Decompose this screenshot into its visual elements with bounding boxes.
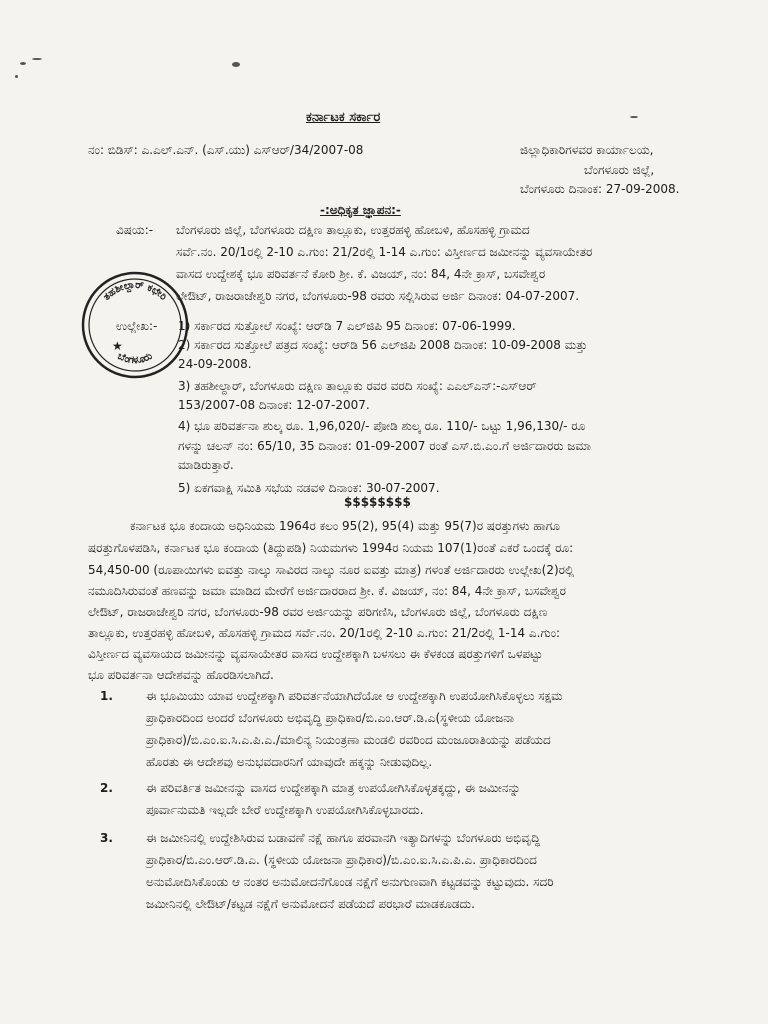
office-seal-stamp — [80, 270, 190, 380]
body-line: ನಮೂದಿಸಿರುವಂತೆ ಹಣವನ್ನು ಜಮಾ ಮಾಡಿದ ಮೇರೆಗೆ ಅರ್ಜಿದಾರರಾದ ಶ್ರೀ. ಕೆ. ವಿಜಯ್, ನಂ: 84, 4ನೇ ಕ್ರಾಸ್, ಬಸವೇಶ್ವರ — [88, 584, 567, 598]
condition-line: ಜಮೀನಿನಲ್ಲಿ ಲೇಔಟ್/ಕಟ್ಟಡ ನಕ್ಷೆಗೆ ಅನುಮೋದನೆ ಪಡೆಯದೆ ಪರಭಾರೆ ಮಾಡಕೂಡದು. — [146, 897, 475, 911]
office-district: ಬೆಂಗಳೂರು ಜಿಲ್ಲೆ, — [584, 163, 655, 177]
body-line: ವಿಸ್ತೀರ್ಣದ ವ್ಯವಸಾಯದ ಜಮೀನನ್ನು ವ್ಯವಸಾಯೇತರ ವಾಸದ ಉದ್ದೇಶಕ್ಕಾಗಿ ಬಳಸಲು ಈ ಕೆಳಕಂಡ ಷರತ್ತುಗಳಿಗೆ ಒಳಪಟ್ಟು — [88, 647, 543, 661]
reference-number: ನಂ: ಬಿಡಿಸ್: ಎ.ಎಲ್.ಎನ್. (ಎಸ್.ಯು) ಎಸ್ಆರ್/34/2007-08 — [88, 143, 364, 157]
condition-number: 1. — [100, 689, 113, 703]
seal-text-bottom: ಬೆಂಗಳೂರು — [115, 350, 155, 367]
body-line: ಲೇಔಟ್, ರಾಜರಾಜೇಶ್ವರಿ ನಗರ, ಬೆಂಗಳೂರು-98 ರವರ ಅರ್ಜಿಯನ್ನು ಪರಿಗಣಿಸಿ, ಬೆಂಗಳೂರು ಜಿಲ್ಲೆ, ಬೆಂಗಳೂರು ದಕ್ಷಿಣ — [88, 605, 548, 619]
reference-item: 24-09-2008. — [178, 357, 252, 371]
reference-item: 2) ಸರ್ಕಾರದ ಸುತ್ತೋಲೆ ಪತ್ರದ ಸಂಖ್ಯೆ: ಆರ್‌ಡಿ 56 ಎಲ್‌ಜಿಪಿ 2008 ದಿನಾಂಕ: 10-09-2008 ಮತ್ತು — [178, 338, 588, 352]
condition-line: ಪ್ರಾಧಿಕಾರ/ಬಿ.ಎಂ.ಆರ್.ಡಿ.ಎ. (ಸ್ಥಳೀಯ ಯೋಜನಾ ಪ್ರಾಧಿಕಾರ)/ಬಿ.ಎಂ.ಐ.ಸಿ.ಎ.ಪಿ.ಎ. ಪ್ರಾಧಿಕಾರದಿಂದ — [146, 853, 537, 867]
subject-line: ಲೇಔಟ್, ರಾಜರಾಜೇಶ್ವರಿ ನಗರ, ಬೆಂಗಳೂರು-98 ರವರು ಸಲ್ಲಿಸಿರುವ ಅರ್ಜಿ ದಿನಾಂಕ: 04-07-2007. — [176, 289, 580, 303]
body-line: ತಾಲ್ಲೂಕು, ಉತ್ತರಹಳ್ಳಿ ಹೋಬಳಿ, ಹೊಸಹಳ್ಳಿ ಗ್ರಾಮದ ಸರ್ವೆ.ನಂ. 20/1ರಲ್ಲಿ 2-10 ಎ.ಗುಂ: 21/2ರಲ್ಲಿ 1-14 ಎ.ಗುಂ: — [88, 626, 561, 640]
scan-speck — [32, 58, 42, 60]
reference-item: 153/2007-08 ದಿನಾಂಕ: 12-07-2007. — [178, 398, 370, 412]
condition-line: ಪ್ರಾಧಿಕಾರ)/ಬಿ.ಎಂ.ಐ.ಸಿ.ಎ.ಪಿ.ಎ./ಮಾಲಿನ್ಯ ನಿಯಂತ್ರಣಾ ಮಂಡಲಿ ರವರಿಂದ ಮಂಜೂರಾತಿಯನ್ನು ಪಡೆಯದ — [146, 733, 551, 747]
svg-text:ಬೆಂಗಳೂರು — [116, 351, 154, 367]
subject-line: ವಾಸದ ಉದ್ದೇಶಕ್ಕೆ ಭೂ ಪರಿವರ್ತನೆ ಕೋರಿ ಶ್ರೀ. ಕೆ. ವಿಜಯ್, ನಂ: 84, 4ನೇ ಕ್ರಾಸ್, ಬಸವೇಶ್ವರ — [176, 267, 546, 281]
government-title: ಕರ್ನಾಟಕ ಸರ್ಕಾರ — [306, 110, 381, 125]
condition-line: ಅನುಮೋದಿಸಿಕೊಂಡು ಆ ನಂತರ ಅನುಮೋದನೆಗೊಂಡ ನಕ್ಷೆಗೆ ಅನುಗುಣವಾಗಿ ಕಟ್ಟಡವನ್ನು ಕಟ್ಟುವುದು. ಸದರಿ — [146, 875, 554, 889]
office-date: ಬೆಂಗಳೂರು ದಿನಾಂಕ: 27-09-2008. — [520, 182, 680, 196]
condition-line: ಈ ಭೂಮಿಯು ಯಾವ ಉದ್ದೇಶಕ್ಕಾಗಿ ಪರಿವರ್ತನೆಯಾಗಿದೆಯೋ ಆ ಉದ್ದೇಶಕ್ಕಾಗಿ ಉಪಯೋಗಿಸಿಕೊಳ್ಳಲು ಸಕ್ಷಮ — [146, 689, 563, 703]
reference-item: ಗಳನ್ನು ಚಲನ್ ನಂ: 65/10, 35 ದಿನಾಂಕ: 01-09-2007 ರಂತೆ ಎಸ್.ಬಿ.ಎಂ.ಗೆ ಅರ್ಜಿದಾರರು ಜಮಾ — [178, 439, 592, 453]
reference-item: 3) ತಹಶೀಲ್ದಾರ್, ಬೆಂಗಳೂರು ದಕ್ಷಿಣ ತಾಲ್ಲೂಕು ರವರ ವರದಿ ಸಂಖ್ಯೆ: ಎಎಲ್‌ಎನ್:-ಎಸ್‌ಆರ್ — [178, 379, 537, 393]
scan-speck — [630, 116, 638, 118]
section-divider: $$$$$$$$ — [344, 495, 411, 509]
references-label: ಉಲ್ಲೇಖ:- — [116, 319, 158, 333]
body-line: ಷರತ್ತುಗೊಳಪಡಿಸಿ, ಕರ್ನಾಟಕ ಭೂ ಕಂದಾಯ (ತಿದ್ದುಪಡಿ) ನಿಯಮಗಳು 1994ರ ನಿಯಮ 107(1)ರಂತೆ ಎಕರೆ ಒಂದಕ್ಕೆ ರೂ: — [88, 541, 574, 555]
condition-number: 3. — [100, 831, 113, 845]
seal-text-top: ತಹಶೀಲ್ದಾರ್ ಕಛೇರಿ — [101, 279, 169, 303]
scan-speck — [20, 62, 26, 65]
seal-star-icon: ★ — [112, 339, 123, 353]
reference-item: 5) ಏಕಗವಾಕ್ಷಿ ಸಮಿತಿ ಸಭೆಯ ನಡವಳಿ ದಿನಾಂಕ: 30-07-2007. — [178, 481, 440, 495]
subject-line: ಸರ್ವೆ.ನಂ. 20/1ರಲ್ಲಿ 2-10 ಎ.ಗುಂ: 21/2ರಲ್ಲಿ 1-14 ಎ.ಗುಂ: ವಿಸ್ತೀರ್ಣದ ಜಮೀನನ್ನು ವ್ಯವಸಾಯೇತರ — [176, 245, 593, 259]
condition-number: 2. — [100, 781, 113, 795]
reference-item: ಮಾಡಿರುತ್ತಾರೆ. — [178, 458, 234, 472]
condition-line: ಪ್ರಾಧಿಕಾರದಿಂದ ಅಂದರೆ ಬೆಂಗಳೂರು ಅಭಿವೃದ್ಧಿ ಪ್ರಾಧಿಕಾರ/ಬಿ.ಎಂ.ಆರ್.ಡಿ.ಎ(ಸ್ಥಳೀಯ ಯೋಜನಾ — [146, 711, 515, 725]
reference-item: 1) ಸರ್ಕಾರದ ಸುತ್ತೋಲೆ ಸಂಖ್ಯೆ: ಆರ್‌ಡಿ 7 ಎಲ್‌ಜಿಪಿ 95 ದಿನಾಂಕ: 07-06-1999. — [178, 319, 516, 333]
condition-line: ಈ ಜಮೀನಿನಲ್ಲಿ ಉದ್ದೇಶಿಸಿರುವ ಬಡಾವಣೆ ನಕ್ಷೆ ಹಾಗೂ ಪರವಾನಗಿ ಇತ್ಯಾದಿಗಳನ್ನು ಬೆಂಗಳೂರು ಅಭಿವೃದ್ಧಿ — [146, 831, 540, 845]
memo-title: -:ಅಧಿಕೃತ ಜ್ಞಾಪನ:- — [320, 203, 401, 217]
body-line: 54,450-00 (ರೂಪಾಯಿಗಳು ಐವತ್ತು ನಾಲ್ಕು ಸಾವಿರದ ನಾಲ್ಕು ನೂರ ಐವತ್ತು ಮಾತ್ರ) ಗಳಂತೆ ಅರ್ಜಿದಾರರು ಉಲ್ಲೇಖ(2)ರಲ್ಲಿ — [88, 563, 575, 577]
condition-line: ಈ ಪರಿವರ್ತಿತ ಜಮೀನನ್ನು ವಾಸದ ಉದ್ದೇಶಕ್ಕಾಗಿ ಮಾತ್ರ ಉಪಯೋಗಿಸಿಕೊಳ್ಳತಕ್ಕದ್ದು, ಈ ಜಮೀನನ್ನು — [146, 781, 521, 795]
reference-item: 4) ಭೂ ಪರಿವರ್ತನಾ ಶುಲ್ಕ ರೂ. 1,96,020/- ಪೋಡಿ ಶುಲ್ಕ ರೂ. 110/- ಒಟ್ಟು 1,96,130/- ರೂ — [178, 419, 586, 433]
office-name: ಜಿಲ್ಲಾಧಿಕಾರಿಗಳವರ ಕಾರ್ಯಾಲಯ, — [520, 143, 654, 157]
scan-speck — [232, 62, 240, 67]
condition-line: ಪೂರ್ವಾನುಮತಿ ಇಲ್ಲದೇ ಬೇರೆ ಉದ್ದೇಶಕ್ಕಾಗಿ ಉಪಯೋಗಿಸಿಕೊಳ್ಳಬಾರದು. — [146, 803, 424, 817]
subject-line: ಬೆಂಗಳೂರು ಜಿಲ್ಲೆ, ಬೆಂಗಳೂರು ದಕ್ಷಿಣ ತಾಲ್ಲೂಕು, ಉತ್ತರಹಳ್ಳಿ ಹೋಬಳಿ, ಹೊಸಹಳ್ಳಿ ಗ್ರಾಮದ — [176, 223, 530, 237]
svg-text:ತಹಶೀಲ್ದಾರ್ ಕಛೇರಿ — [101, 280, 169, 304]
scan-speck — [15, 75, 18, 78]
body-line: ಭೂ ಪರಿವರ್ತನಾ ಆದೇಶವನ್ನು ಹೊರಡಿಸಲಾಗಿದೆ. — [88, 668, 274, 682]
condition-line: ಹೊರತು ಈ ಆದೇಶವು ಅನುಭವದಾರನಿಗೆ ಯಾವುದೇ ಹಕ್ಕನ್ನು ನೀಡುವುದಿಲ್ಲ. — [146, 755, 433, 769]
subject-label: ವಿಷಯ:- — [116, 223, 154, 237]
body-line: ಕರ್ನಾಟಕ ಭೂ ಕಂದಾಯ ಅಧಿನಿಯಮ 1964ರ ಕಲಂ 95(2), 95(4) ಮತ್ತು 95(7)ರ ಷರತ್ತುಗಳು ಹಾಗೂ — [130, 519, 560, 533]
